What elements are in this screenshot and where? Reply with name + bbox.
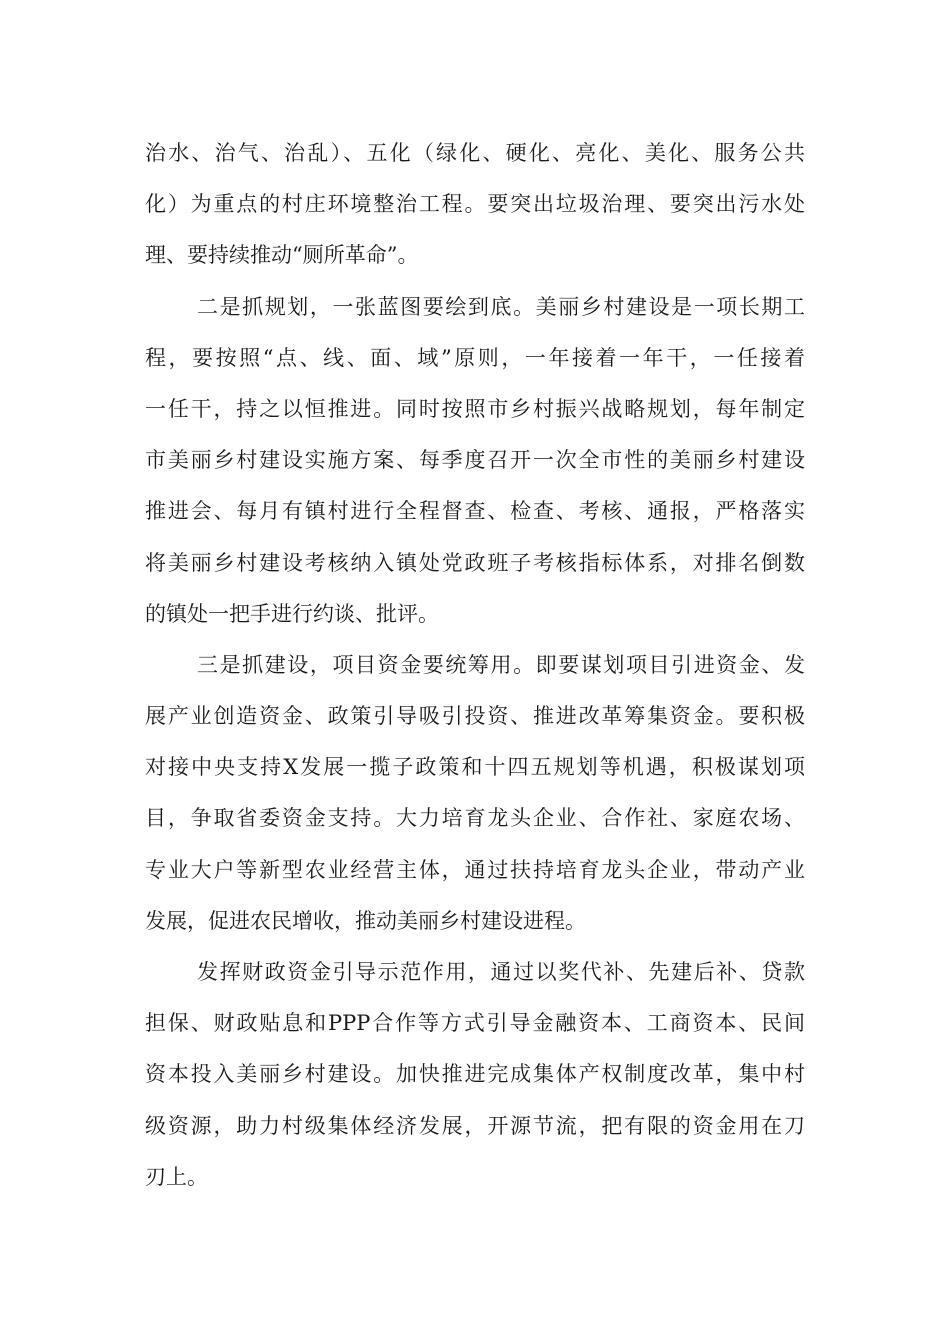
text-line: 程，要按照“点、线、面、域”原则，一年接着一年干，一任接着 [145, 345, 805, 370]
text-line: 推进会、每月有镇村进行全程督查、检查、考核、通报，严格落实 [145, 499, 805, 524]
text-line: 刃上。 [145, 1164, 208, 1189]
text-line: 市美丽乡村建设实施方案、每季度召开一次全市性的美丽乡村建设 [145, 448, 805, 473]
text-line: 级资源，助力村级集体经济发展，开源节流，把有限的资金用在刀 [145, 1113, 805, 1138]
text-line: 发展，促进农民增收，推动美丽乡村建设进程。 [145, 908, 586, 933]
text-line: 治水、治气、治乱）、五化（绿化、硬化、亮化、美化、服务公共 [145, 141, 805, 165]
text-line: 将美丽乡村建设考核纳入镇处党政班子考核指标体系，对排名倒数 [145, 550, 805, 575]
text-line: 三是抓建设，项目资金要统筹用。即要谋划项目引进资金、发 [197, 652, 805, 677]
text-line: 理、要持续推动“厕所革命”。 [145, 243, 419, 268]
document-body [145, 128, 805, 1203]
text-line: 一任干，持之以恒推进。同时按照市乡村振兴战略规划，每年制定 [145, 396, 805, 421]
text-line: 专业大户等新型农业经营主体，通过扶持培育龙头企业，带动产业 [145, 857, 805, 882]
text-line: 资本投入美丽乡村建设。加快推进完成集体产权制度改革，集中村 [145, 1062, 805, 1087]
text-line: 目，争取省委资金支持。大力培育龙头企业、合作社、家庭农场、 [145, 806, 805, 831]
text-line: 担保、财政贴息和PPP合作等方式引导金融资本、工商资本、民间 [145, 1011, 805, 1036]
paragraph-3 [145, 640, 805, 947]
text-line: 二是抓规划，一张蓝图要绘到底。美丽乡村建设是一项长期工 [197, 294, 805, 319]
text-line: 发挥财政资金引导示范作用，通过以奖代补、先建后补、贷款 [197, 960, 805, 984]
paragraph-4 [145, 947, 805, 1203]
paragraph-1 [145, 128, 805, 282]
text-line: 化）为重点的村庄环境整治工程。要突出垃圾治理、要突出污水处 [145, 192, 805, 217]
text-line: 对接中央支持X发展一揽子政策和十四五规划等机遇，积极谋划项 [145, 755, 805, 780]
paragraph-2 [145, 282, 805, 640]
text-line: 的镇处一把手进行约谈、批评。 [145, 601, 439, 626]
text-line: 展产业创造资金、政策引导吸引投资、推进改革筹集资金。要积极 [145, 704, 805, 729]
